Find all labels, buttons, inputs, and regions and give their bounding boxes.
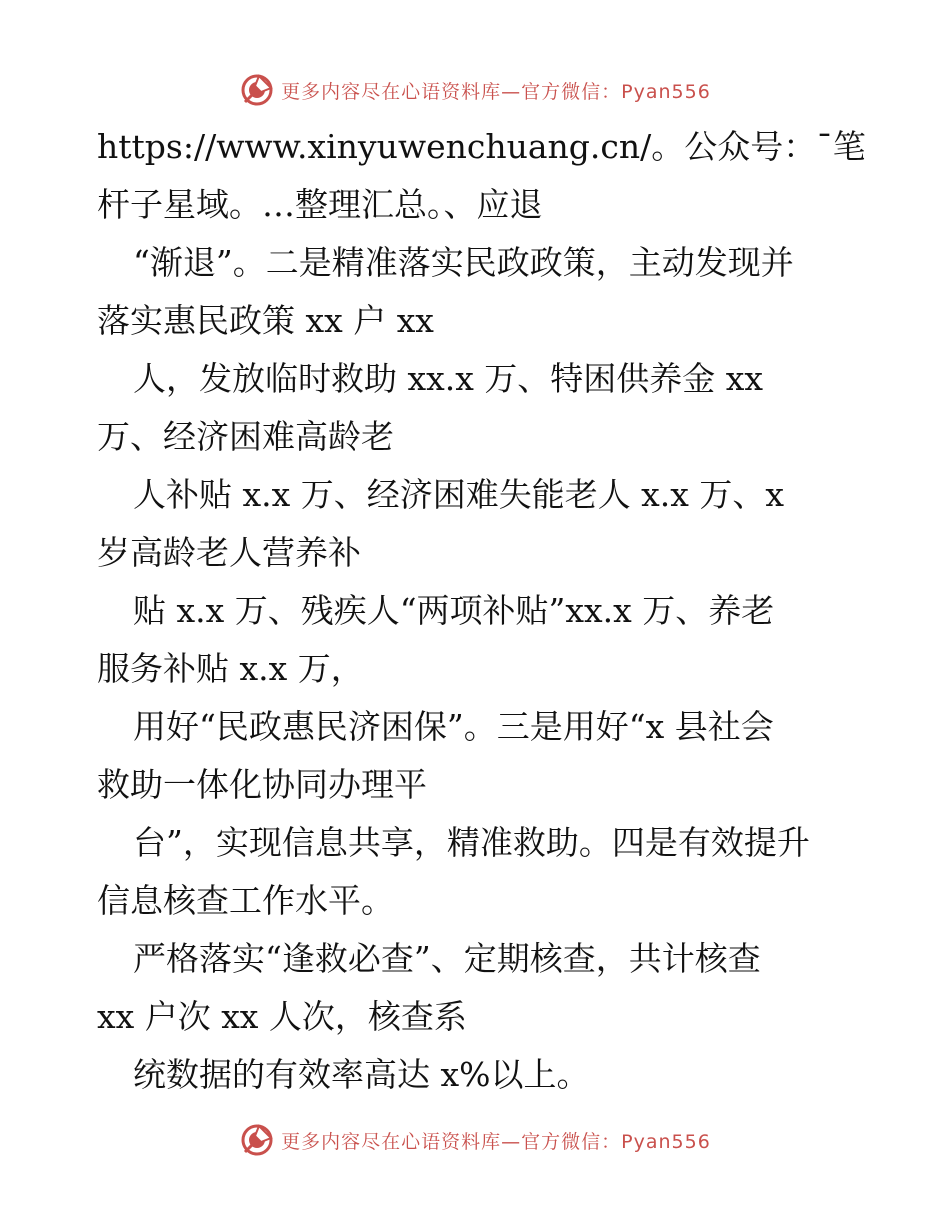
body-text-line: 杆子星域。…整理汇总。、应退 bbox=[97, 185, 543, 224]
body-text-line: “渐退”。二是精准落实民政政策，主动发现并 bbox=[133, 243, 794, 282]
body-text-line: https://www.xinyuwenchuang.cn/。公众号：¯笔 bbox=[97, 127, 866, 166]
body-text-line: 严格落实“逢救必查”、定期核查，共计核查 bbox=[133, 939, 761, 978]
body-text-line: 落实惠民政策 xx 户 xx bbox=[97, 301, 434, 340]
body-text-line: 人补贴 x.x 万、经济困难失能老人 x.x 万、x bbox=[133, 475, 784, 514]
header-banner bbox=[0, 70, 950, 110]
body-text-line: 用好“民政惠民济困保”。三是用好“x 县社会 bbox=[133, 707, 774, 746]
body-text-line: 救助一体化协同办理平 bbox=[97, 765, 427, 804]
header-banner-text: 更多内容尽在心语资料库—官方微信：Pyan556 bbox=[281, 80, 711, 103]
pen-nib-logo-icon bbox=[239, 72, 275, 108]
body-text-line: 信息核查工作水平。 bbox=[97, 881, 394, 920]
footer-banner bbox=[0, 1120, 950, 1160]
document-body bbox=[97, 118, 877, 1104]
footer-banner-text: 更多内容尽在心语资料库—官方微信：Pyan556 bbox=[281, 1130, 711, 1153]
body-text-line: 台”，实现信息共享，精准救助。四是有效提升 bbox=[133, 823, 810, 862]
body-text-line: 岁高龄老人营养补 bbox=[97, 533, 361, 572]
pen-nib-logo-icon bbox=[239, 1122, 275, 1158]
body-text-line: 统数据的有效率高达 x%以上。 bbox=[133, 1055, 590, 1094]
body-text-line: 万、经济困难高龄老 bbox=[97, 417, 394, 456]
body-text-line: 人，发放临时救助 xx.x 万、特困供养金 xx bbox=[133, 359, 764, 398]
body-text-line: xx 户次 xx 人次，核查系 bbox=[97, 997, 467, 1036]
body-text-line: 服务补贴 x.x 万， bbox=[97, 649, 364, 688]
body-text-line: 贴 x.x 万、残疾人“两项补贴”xx.x 万、养老 bbox=[133, 591, 775, 630]
